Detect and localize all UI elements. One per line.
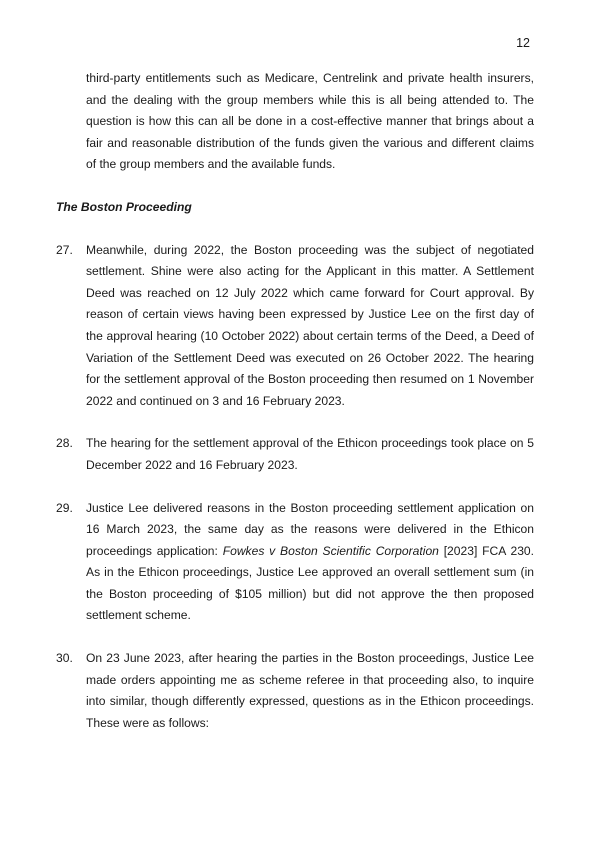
- text-segment: Justice Lee delivered reasons in the Boston proceeding settlement application on 16 March 2023, the same day as the reasons were delivered in the Ethicon proceedings application:: [86, 500, 534, 558]
- page-number: 12: [516, 36, 530, 50]
- paragraph-27: [56, 240, 534, 413]
- case-citation: Fowkes v Boston Scientific Corporation: [222, 543, 439, 558]
- text-segment: [2023] FCA 230. As in the Ethicon proceedings, Justice Lee approved an overall settlement sum (in the Boston proceeding of $105 million) but did not approve the then proposed settlement scheme.: [86, 543, 535, 623]
- section-heading: The Boston Proceeding: [56, 199, 192, 214]
- paragraph-text: On 23 June 2023, after hearing the parties in the Boston proceedings, Justice Lee made orders appointing me as scheme referee in that proceeding also, to inquire into similar, though differently expressed, questions as in the Ethicon proceedings. These were as follows:: [86, 651, 534, 730]
- paragraph-number: 29.: [56, 500, 73, 515]
- document-body: [56, 68, 534, 755]
- paragraph-28: [56, 433, 534, 476]
- continuation-paragraph: third-party entitlements such as Medicare, Centrelink and private health insurers, and the dealing with the group members while this is all being attended to. The question is how this can all be done in a cost-effective manner that brings about a fair and reasonable distribution of the funds given the various and different claims of the group members and the available funds.: [86, 71, 534, 172]
- paragraph-number: 30.: [56, 651, 73, 666]
- paragraph-text: Meanwhile, during 2022, the Boston proceeding was the subject of negotiated settlement. Shine were also acting for the Applicant in this matter. A Settlement Deed was reached on 12 July 2022 which came forward for Court approval. By reason of certain views having been expressed by Justice Lee on the first day of the approval hearing (10 October 2022) about certain terms of the Deed, a Deed of Variation of the Settlement Deed was executed on 26 October 2022. The hearing for the settlement approval of the Boston proceeding then resumed on 1 November 2022 and continued on 3 and 16 February 2023.: [86, 242, 534, 408]
- paragraph-text: The hearing for the settlement approval of the Ethicon proceedings took place on 5 December 2022 and 16 February 2023.: [86, 436, 534, 472]
- paragraph-30: [56, 648, 534, 734]
- paragraph-number: 27.: [56, 242, 73, 257]
- paragraph-29: [56, 498, 534, 628]
- paragraph-text: [86, 498, 534, 628]
- paragraph-number: 28.: [56, 436, 73, 451]
